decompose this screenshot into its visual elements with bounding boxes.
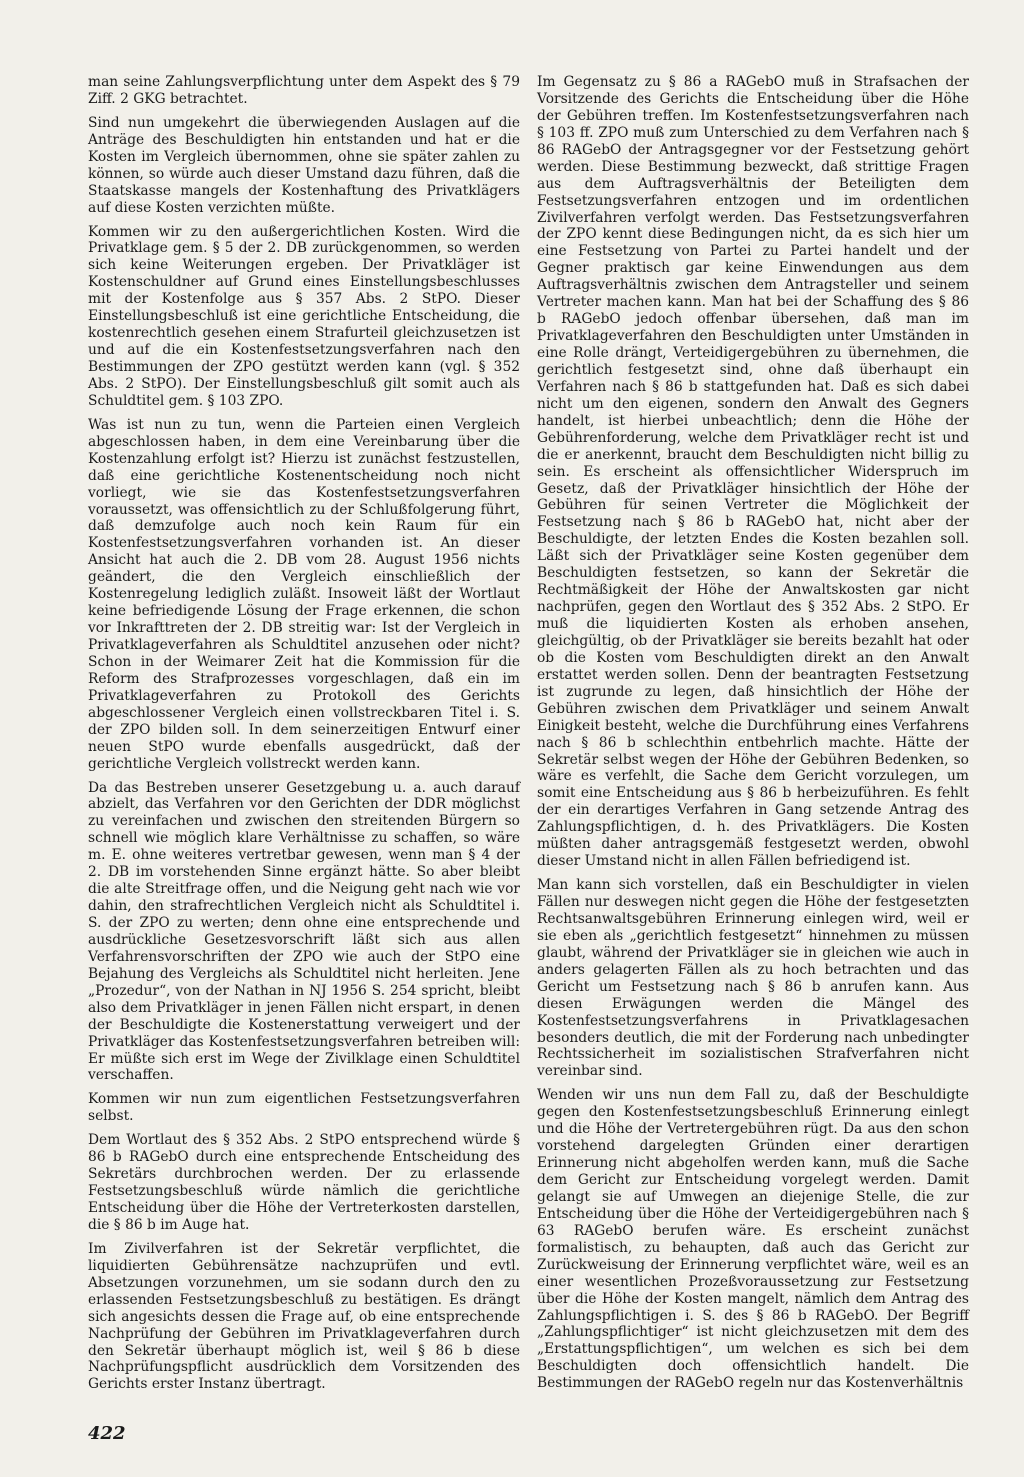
page-number: 422 [88, 1423, 126, 1444]
paragraph: Im Gegensatz zu § 86 a RAGebO muß in Strafsachen der Vorsitzende des Gerichts die Entscheidung über die Höhe der Gebühren treffen. Im Kostenfestsetzungsverfahren nach § 103 ff. ZPO muß zum Unterschied zu dem Verfahren nach § 86 RAGebO der Antragsgegner vor der Festsetzung gehört werden. Diese Bestimmung bezweckt, daß strittige Fragen aus dem Auftragsverhältnis der Beteiligten dem Festsetzungsverfahren entzogen und im ordentlichen Zivilverfahren verfolgt werden. Das Festsetzungsverfahren der ZPO kennt diese Bedingungen nicht, da es sich hier um eine Festsetzung von Partei zu Partei handelt und der Gegner praktisch gar keine Einwendungen aus dem Auftragsverhältnis zwischen dem Antragsteller und seinem Vertreter machen kann. Man hat bei der Schaffung des § 86 b RAGebO jedoch offenbar übersehen, daß man im Privatklageverfahren den Beschuldigten unter Umständen in eine Rolle drängt, Verteidigergebühren zu übernehmen, die gerichtlich festgesetzt sind, ohne daß überhaupt ein Verfahren nach § 86 b stattgefunden hat. Daß es sich dabei nicht um den eigenen, sondern den Anwalt des Gegners handelt, ist hierbei unbeachtlich; denn die Höhe der Gebührenforderung, welche dem Privatkläger recht ist und die er anerkennt, braucht dem Beschuldigten nicht billig zu sein. Es erscheint als offensichtlicher Widerspruch im Gesetz, daß der Privatkläger hinsichtlich der Höhe der Gebühren für seinen Vertreter die Möglichkeit der Festsetzung nach § 86 b RAGebO hat, nicht aber der Beschuldigte, der letzten Endes die Kosten bezahlen soll. Läßt sich der Privatkläger seine Kosten gegenüber dem Beschuldigten festsetzen, so kann der Sekretär die Rechtmäßigkeit der Höhe der Anwaltskosten gar nicht nachprüfen, gegen den Wortlaut des § 352 Abs. 2 StPO. Er muß die liquidierten Kosten als erhoben ansehen, gleichgültig, ob der Privatkläger sie bereits bezahlt hat oder ob die Kosten vom Beschuldigten direkt an den Anwalt erstattet werden sollen. Denn der beantragten Festsetzung ist zugrunde zu legen, daß hinsichtlich der Höhe der Gebühren zwischen dem Privatkläger und seinem Anwalt Einigkeit besteht, welche die Durchführung eines Verfahrens nach § 86 b schlechthin entbehrlich machte. Hätte der Sekretär selbst wegen der Höhe der Gebühren Bedenken, so wäre es verfehlt, die Sache dem Gericht vorzulegen, um somit eine Entscheidung aus § 86 b herbeizuführen. Es fehlt der ein derartiges Verfahren in Gang setzende Antrag des Zahlungspflichtigen, d. h. des Privatklägers. Die Kosten müßten daher antragsgemäß festgesetzt werden, obwohl dieser Umstand nicht in allen Fällen befriedigend ist. [537, 74, 969, 870]
left-column [88, 74, 520, 1400]
paragraph: Was ist nun zu tun, wenn die Parteien einen Vergleich abgeschlossen haben, in dem eine Vereinbarung über die Kostenzahlung erfolgt ist? Hierzu ist zunächst festzustellen, daß eine gerichtliche Kostenentscheidung noch nicht vorliegt, wie sie das Kostenfestsetzungsverfahren voraussetzt, was offensichtlich zu der Schlußfolgerung führt, daß demzufolge auch noch kein Raum für ein Kostenfestsetzungsverfahren vorhanden ist. An dieser Ansicht hat auch die 2. DB vom 28. August 1956 nichts geändert, die den Vergleich einschließlich der Kostenregelung lediglich zuläßt. Insoweit läßt der Wortlaut keine befriedigende Lösung der Frage erkennen, die schon vor Inkrafttreten der 2. DB streitig war: Ist der Vergleich in Privatklageverfahren als Schuldtitel anzusehen oder nicht? Schon in der Weimarer Zeit hat die Kommission für die Reform des Strafprozesses vorgeschlagen, daß ein im Privatklageverfahren zu Protokoll des Gerichts abgeschlossener Vergleich einen vollstreckbaren Titel i. S. der ZPO bilden soll. In dem seinerzeitigen Entwurf einer neuen StPO wurde ebenfalls ausgedrückt, daß der gerichtliche Vergleich vollstreckt werden kann. [88, 416, 520, 772]
paragraph: Dem Wortlaut des § 352 Abs. 2 StPO entsprechend würde § 86 b RAGebO durch eine entsprechende Entscheidung des Sekretärs durchbrochen werden. Der zu erlassende Festsetzungsbeschluß würde nämlich die gerichtliche Entscheidung über die Höhe der Vertreterkosten darstellen, die § 86 b im Auge hat. [88, 1132, 520, 1233]
paragraph: man seine Zahlungsverpflichtung unter dem Aspekt des § 79 Ziff. 2 GKG betrachtet. [88, 74, 520, 107]
paragraph: Im Zivilverfahren ist der Sekretär verpflichtet, die liquidierten Gebührensätze nachzuprüfen und evtl. Absetzungen vorzunehmen, um sie sodann durch den zu erlassenden Festsetzungsbeschluß zu bestätigen. Es drängt sich angesichts dessen die Frage auf, ob eine entsprechende Nachprüfung der Gebühren im Privatklageverfahren durch den Sekretär überhaupt möglich ist, weil § 86 b diese Nachprüfungspflicht ausdrücklich dem Vorsitzenden des Gerichts erster Instanz übertragt. [88, 1240, 520, 1393]
right-column [537, 74, 969, 1399]
paragraph: Da das Bestreben unserer Gesetzgebung u. a. auch darauf abzielt, das Verfahren vor den Gerichten der DDR möglichst zu vereinfachen und zwischen den streitenden Bürgern so schnell wie möglich klare Verhältnisse zu schaffen, so wäre m. E. ohne weiteres vertretbar gewesen, wenn man § 4 der 2. DB im vorstehenden Sinne ergänzt hätte. So aber bleibt die alte Streitfrage offen, und die Neigung geht nach wie vor dahin, den strafrechtlichen Vergleich nicht als Schuldtitel i. S. der ZPO zu werten; denn ohne eine entsprechende und ausdrückliche Gesetzesvorschrift läßt sich aus allen Verfahrensvorschriften der ZPO wie auch der StPO eine Bejahung des Vergleichs als Schuldtitel nicht herleiten. Jene „Prozedur“, von der Nathan in NJ 1956 S. 254 spricht, bleibt also dem Privatkläger in jenen Fällen nicht erspart, in denen der Beschuldigte die Kostenerstattung verweigert und der Privatkläger das Kostenfestsetzungsverfahren betreiben will: Er müßte sich erst im Wege der Zivilklage einen Schuldtitel verschaffen. [88, 779, 520, 1084]
paragraph: Sind nun umgekehrt die überwiegenden Auslagen auf die Anträge des Beschuldigten hin entstanden und hat er die Kosten im Vergleich übernommen, ohne sie später zahlen zu können, so würde auch dieser Umstand dazu führen, daß die Staatskasse mangels der Kostenhaftung des Privatklägers auf diese Kosten verzichten müßte. [88, 114, 520, 216]
paragraph: Kommen wir zu den außergerichtlichen Kosten. Wird die Privatklage gem. § 5 der 2. DB zurückgenommen, so werden sich keine Weiterungen ergeben. Der Privatkläger ist Kostenschuldner auf Grund eines Einstellungsbeschlusses mit der Kostenfolge aus § 357 Abs. 2 StPO. Dieser Einstellungsbeschluß ist eine gerichtliche Entscheidung, die kostenrechtlich gesehen einem Strafurteil gleichzusetzen ist und auf die ein Kostenfestsetzungsverfahren nach den Bestimmungen der ZPO gestützt werden kann (vgl. § 352 Abs. 2 StPO). Der Einstellungsbeschluß gilt somit auch als Schuldtitel gem. § 103 ZPO. [88, 223, 520, 409]
paragraph: Man kann sich vorstellen, daß ein Beschuldigter in vielen Fällen nur deswegen nicht gegen die Höhe der festgesetzten Rechtsanwaltsgebühren Erinnerung einlegen wird, weil er sie eben als „gerichtlich festgesetzt“ hinnehmen zu müssen glaubt, während der Privatkläger sie in gleichen wie auch in anders gelagerten Fällen als zu hoch betrachten und das Gericht um Festsetzung nach § 86 b anrufen kann. Aus diesen Erwägungen werden die Mängel des Kostenfestsetzungsverfahrens in Privatklagesachen besonders deutlich, die mit der Forderung nach unbedingter Rechtssicherheit im sozialistischen Strafverfahren nicht vereinbar sind. [537, 877, 969, 1080]
paragraph: Wenden wir uns nun dem Fall zu, daß der Beschuldigte gegen den Kostenfestsetzungsbeschluß Erinnerung einlegt und die Höhe der Vertretergebühren rügt. Da aus den schon vorstehend dargelegten Gründen einer derartigen Erinnerung nicht abgeholfen werden kann, muß die Sache dem Gericht zur Entscheidung vorgelegt werden. Damit gelangt sie auf Umwegen an diejenige Stelle, die zur Entscheidung über die Höhe der Verteidigergebühren nach § 63 RAGebO berufen wäre. Es erscheint zunächst formalistisch, zu behaupten, daß auch das Gericht zur Zurückweisung der Erinnerung verpflichtet wäre, weil es an einer wesentlichen Prozeßvoraussetzung zur Festsetzung über die Höhe der Kosten mangelt, nämlich dem Antrag des Zahlungspflichtigen i. S. des § 86 b RAGebO. Der Begriff „Zahlungspflichtiger“ ist nicht gleichzusetzen mit dem des „Erstattungspflichtigen“, um welchen es sich bei dem Beschuldigten doch offensichtlich handelt. Die Bestimmungen der RAGebO regeln nur das Kostenverhältnis [537, 1087, 969, 1392]
paragraph: Kommen wir nun zum eigentlichen Festsetzungsverfahren selbst. [88, 1091, 520, 1125]
